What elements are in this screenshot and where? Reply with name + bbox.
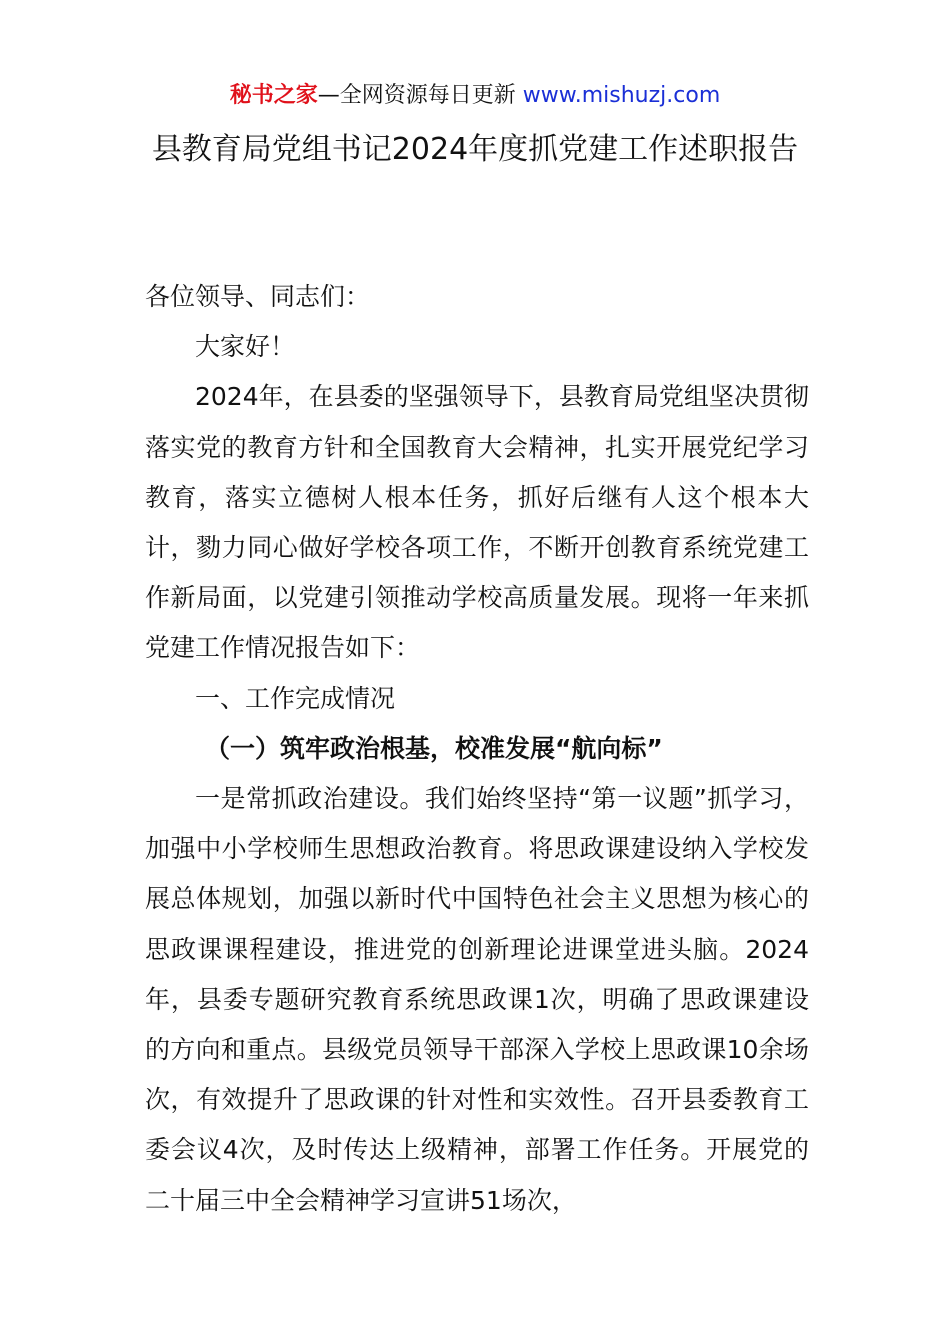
document-title: 县教育局党组书记2024年度抓党建工作述职报告 <box>151 132 799 167</box>
subsection-heading: （一）筑牢政治根基，校准发展“航向标” <box>205 733 663 763</box>
brand-name: 秘书之家 <box>229 83 318 108</box>
site-url-link[interactable]: www.mishuzj.com <box>522 83 721 108</box>
intro-paragraph: 2024年，在县委的坚强领导下，县教育局党组坚决贯彻落实党的教育方针和全国教育大会精神，扎实开展党纪学习教育，落实立德树人根本任务，抓好后继有人这个根本大计，勠力同心做好学校各项工作，不断开创教育系统党建工作新局面，以党建引领推动学校高质量发展。现将一年来抓党建工作情况报告如下： <box>145 382 809 663</box>
body-paragraph: 一是常抓政治建设。我们始终坚持“第一议题”抓学习，加强中小学校师生思想政治教育。将思政课建设纳入学校发展总体规划，加强以新时代中国特色社会主义思想为核心的思政课课程建设，推进党的创新理论进课堂进头脑。2024年，县委专题研究教育系统思政课1次，明确了思政课建设的方向和重点。县级党员领导干部深入学校上思政课10余场次，有效提升了思政课的针对性和实效性。召开县委教育工委会议4次，及时传达上级精神，部署工作任务。开展党的二十届三中全会精神学习宣讲51场次， <box>145 784 809 1215</box>
section-heading: 一、工作完成情况 <box>195 683 396 713</box>
site-header <box>0 80 950 112</box>
header-tagline: —全网资源每日更新 <box>317 83 523 108</box>
document-body <box>145 272 809 1226</box>
salutation: 各位领导、同志们： <box>145 282 371 311</box>
greeting: 大家好！ <box>195 332 296 362</box>
